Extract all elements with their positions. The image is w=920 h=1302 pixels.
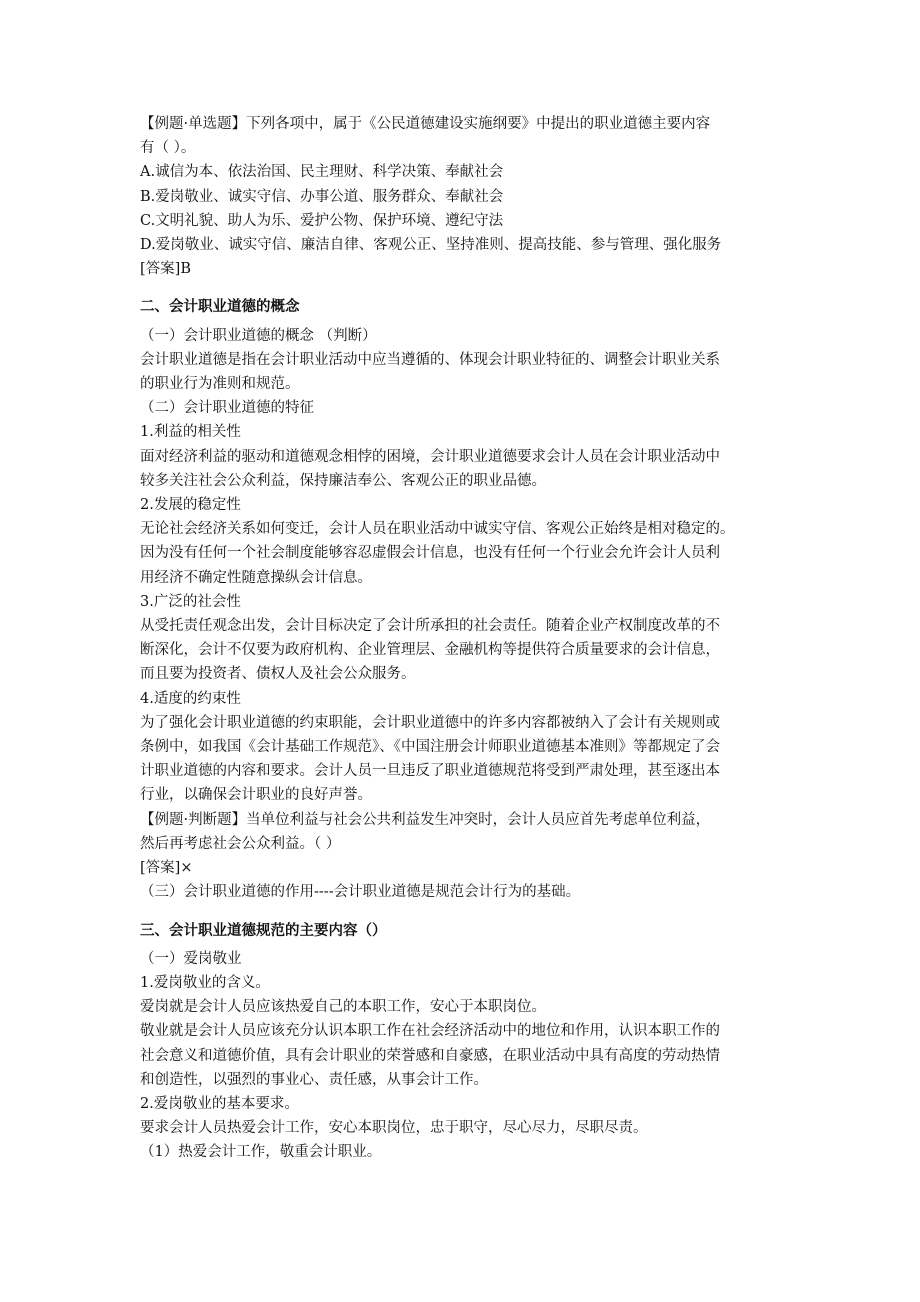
feature-title: 2.发展的稳定性: [140, 497, 241, 514]
feature-title: 4.适度的约束性: [140, 690, 241, 707]
question-stem: 有（ ）。: [140, 140, 196, 157]
paragraph-line: 计职业道德的内容和要求。会计人员一旦违反了职业道德规范将受到严肃处理，甚至逐出本: [140, 763, 720, 780]
paragraph-line: 的职业行为准则和规范。: [140, 376, 300, 393]
true-false-question: [140, 808, 790, 881]
answer-label: [答案]B: [140, 261, 191, 278]
question-stem: 【例题·判断题】当单位利益与社会公共利益发生冲突时，会计人员应首先考虑单位利益，: [140, 811, 711, 828]
feature-title: 1.利益的相关性: [140, 424, 241, 441]
option-c: C.文明礼貌、助人为乐、爱护公物、保护环境、遵纪守法: [140, 212, 504, 229]
option-a: A.诚信为本、依法治国、民主理财、科学决策、奉献社会: [140, 164, 504, 181]
option-d: D.爱岗敬业、诚实守信、廉洁自律、客观公正、坚持准则、提高技能、参与管理、强化服务: [140, 237, 722, 254]
question-stem: 然后再考虑社会公众利益。（ ）: [140, 835, 341, 852]
paragraph-line: 面对经济利益的驱动和道德观念相悖的困境，会计职业道德要求会计人员在会计职业活动中: [140, 448, 720, 465]
subsection-heading: （一）会计职业道德的概念 （判断）: [140, 327, 377, 344]
paragraph-line: 为了强化会计职业道德的约束职能，会计职业道德中的许多内容都被纳入了会计有关规则或: [140, 714, 720, 731]
paragraph-line: 爱岗就是会计人员应该热爱自己的本职工作，安心于本职岗位。: [140, 999, 546, 1016]
option-b: B.爱岗敬业、诚实守信、办事公道、服务群众、奉献社会: [140, 188, 504, 205]
single-choice-question: [140, 112, 790, 281]
paragraph-line: 因为没有任何一个社会制度能够容忍虚假会计信息，也没有任何一个行业会允许会计人员利: [140, 545, 720, 562]
section-heading: 三、会计职业道德规范的主要内容（）: [140, 922, 387, 939]
point-title: 1.爱岗敬业的含义。: [140, 974, 270, 991]
question-stem: 【例题·单选题】下列各项中，属于《公民道德建设实施纲要》中提出的职业道德主要内容: [140, 116, 711, 132]
paragraph-line: 社会意义和道德价值，具有会计职业的荣誉感和自豪感，在职业活动中具有高度的劳动热情: [140, 1047, 720, 1064]
feature-title: 3.广泛的社会性: [140, 593, 241, 610]
paragraph-line: 条例中，如我国《会计基础工作规范》、《中国注册会计师职业道德基本准则》等都规定了会: [140, 739, 720, 756]
paragraph-line: 从受托责任观念出发，会计目标决定了会计所承担的社会责任。随着企业产权制度改革的不: [140, 618, 720, 635]
subsection-heading: （一）爱岗敬业: [140, 950, 242, 967]
answer-label: [答案]×: [140, 860, 193, 877]
paragraph-line: 行业，以确保会计职业的良好声誉。: [140, 787, 372, 804]
paragraph-line: 和创造性，以强烈的事业心、责任感，从事会计工作。: [140, 1071, 488, 1088]
paragraph-line: 断深化，会计不仅要为政府机构、企业管理层、金融机构等提供符合质量要求的会计信息，: [140, 642, 720, 659]
subsection-heading: （二）会计职业道德的特征: [140, 400, 314, 417]
paragraph-line: 较多关注社会公众利益，保持廉洁奉公、客观公正的职业品德。: [140, 472, 546, 489]
paragraph-line: 会计职业道德是指在会计职业活动中应当遵循的、体现会计职业特征的、调整会计职业关系: [140, 351, 720, 368]
paragraph-line: （1）热爱会计工作，敬重会计职业。: [140, 1144, 382, 1161]
subsection-heading: （三）会计职业道德的作用----会计职业道德是规范会计行为的基础。: [140, 884, 581, 901]
paragraph-line: 要求会计人员热爱会计工作，安心本职岗位，忠于职守，尽心尽力，尽职尽责。: [140, 1120, 648, 1137]
paragraph-line: 敬业就是会计人员应该充分认识本职工作在社会经济活动中的地位和作用，认识本职工作的: [140, 1023, 720, 1040]
point-title: 2.爱岗敬业的基本要求。: [140, 1095, 299, 1112]
section-heading: 二、会计职业道德的概念: [140, 299, 300, 316]
paragraph-line: 用经济不确定性随意操纵会计信息。: [140, 569, 372, 586]
document-page: [140, 112, 790, 1165]
paragraph-line: 无论社会经济关系如何变迁，会计人员在职业活动中诚实守信、客观公正始终是相对稳定的。: [140, 521, 735, 538]
paragraph-line: 而且要为投资者、债权人及社会公众服务。: [140, 666, 416, 683]
